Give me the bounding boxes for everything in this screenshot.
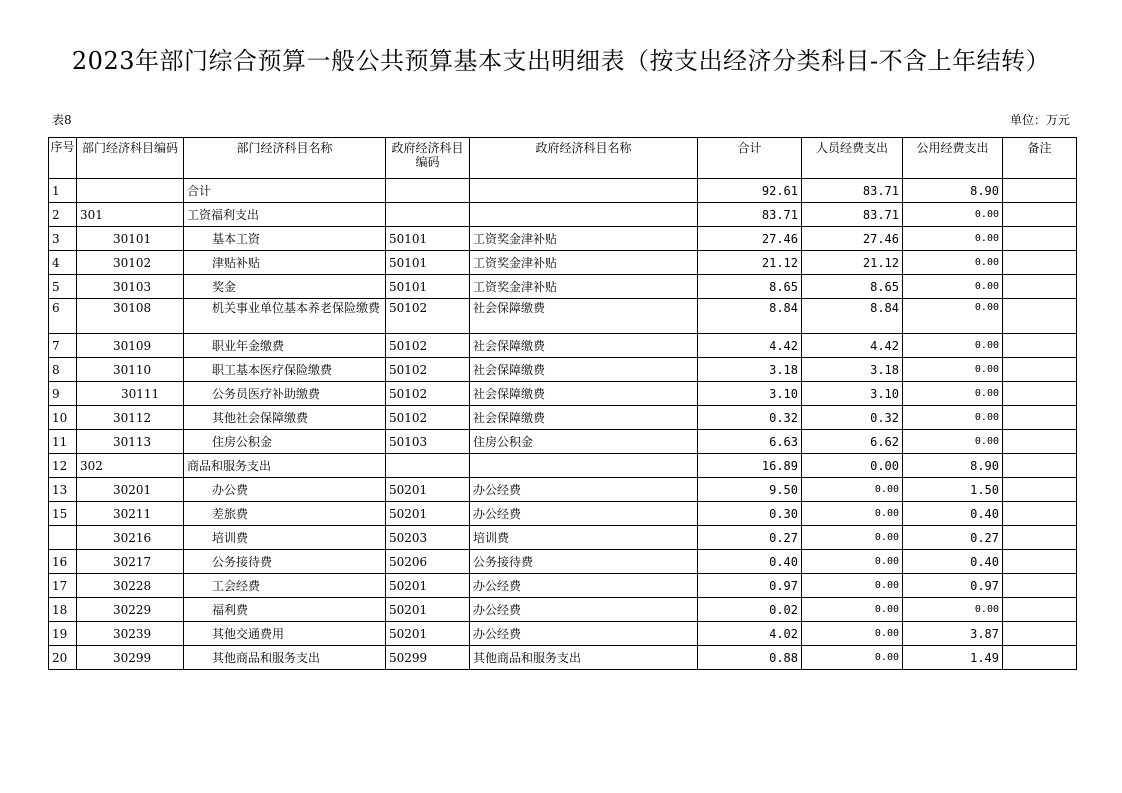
unit-label: 单位：万元 bbox=[1009, 113, 1070, 127]
cell-total: 16.89 bbox=[698, 454, 802, 478]
cell-dept-code: 30201 bbox=[77, 478, 184, 502]
cell-note bbox=[1003, 299, 1077, 334]
cell-gov-code: 50102 bbox=[386, 382, 470, 406]
cell-gov-code: 50101 bbox=[386, 251, 470, 275]
cell-public: 0.97 bbox=[903, 574, 1003, 598]
cell-personnel: 0.32 bbox=[802, 406, 903, 430]
cell-note bbox=[1003, 251, 1077, 275]
cell-gov-code bbox=[386, 454, 470, 478]
table-row bbox=[49, 646, 1077, 670]
cell-seq: 1 bbox=[49, 179, 77, 203]
cell-gov-code bbox=[386, 203, 470, 227]
cell-personnel: 0.00 bbox=[802, 478, 903, 502]
cell-gov-name bbox=[470, 454, 698, 478]
cell-dept-name: 津贴补贴 bbox=[184, 251, 386, 275]
cell-total: 92.61 bbox=[698, 179, 802, 203]
cell-gov-name: 工资奖金津补贴 bbox=[470, 227, 698, 251]
cell-dept-name: 差旅费 bbox=[184, 502, 386, 526]
table-row bbox=[49, 251, 1077, 275]
cell-note bbox=[1003, 203, 1077, 227]
table-row bbox=[49, 275, 1077, 299]
cell-note bbox=[1003, 622, 1077, 646]
cell-dept-code: 30108 bbox=[77, 299, 184, 334]
cell-gov-code bbox=[386, 179, 470, 203]
cell-personnel: 8.84 bbox=[802, 299, 903, 334]
cell-gov-code: 50201 bbox=[386, 574, 470, 598]
cell-gov-code: 50206 bbox=[386, 550, 470, 574]
cell-dept-code: 30112 bbox=[77, 406, 184, 430]
cell-total: 3.10 bbox=[698, 382, 802, 406]
cell-personnel: 0.00 bbox=[802, 574, 903, 598]
cell-dept-code bbox=[77, 179, 184, 203]
cell-gov-code: 50201 bbox=[386, 598, 470, 622]
cell-dept-code: 302 bbox=[77, 454, 184, 478]
cell-public: 1.50 bbox=[903, 478, 1003, 502]
cell-gov-name: 社会保障缴费 bbox=[470, 334, 698, 358]
cell-total: 6.63 bbox=[698, 430, 802, 454]
cell-dept-code: 30239 bbox=[77, 622, 184, 646]
cell-seq: 16 bbox=[49, 550, 77, 574]
cell-personnel: 3.18 bbox=[802, 358, 903, 382]
table-row bbox=[49, 203, 1077, 227]
cell-note bbox=[1003, 550, 1077, 574]
cell-gov-name: 办公经费 bbox=[470, 598, 698, 622]
cell-note bbox=[1003, 334, 1077, 358]
cell-dept-name: 其他交通费用 bbox=[184, 622, 386, 646]
header-seq: 序号 bbox=[49, 138, 77, 179]
cell-dept-code: 30211 bbox=[77, 502, 184, 526]
cell-note bbox=[1003, 179, 1077, 203]
cell-dept-name: 职业年金缴费 bbox=[184, 334, 386, 358]
cell-seq: 6 bbox=[49, 299, 77, 334]
cell-personnel: 0.00 bbox=[802, 454, 903, 478]
cell-gov-code: 50103 bbox=[386, 430, 470, 454]
cell-note bbox=[1003, 502, 1077, 526]
cell-public: 0.00 bbox=[903, 275, 1003, 299]
header-total: 合计 bbox=[698, 138, 802, 179]
cell-gov-name bbox=[470, 203, 698, 227]
cell-dept-code: 30229 bbox=[77, 598, 184, 622]
cell-dept-code: 30113 bbox=[77, 430, 184, 454]
cell-dept-code: 30109 bbox=[77, 334, 184, 358]
cell-total: 83.71 bbox=[698, 203, 802, 227]
cell-dept-name: 机关事业单位基本养老保险缴费 bbox=[184, 299, 386, 334]
cell-gov-code: 50299 bbox=[386, 646, 470, 670]
cell-dept-code: 30101 bbox=[77, 227, 184, 251]
table-row bbox=[49, 598, 1077, 622]
cell-public: 8.90 bbox=[903, 454, 1003, 478]
header-note: 备注 bbox=[1003, 138, 1077, 179]
cell-gov-name: 社会保障缴费 bbox=[470, 358, 698, 382]
cell-gov-code: 50102 bbox=[386, 406, 470, 430]
cell-seq: 4 bbox=[49, 251, 77, 275]
cell-gov-name bbox=[470, 179, 698, 203]
cell-dept-name: 办公费 bbox=[184, 478, 386, 502]
cell-note bbox=[1003, 227, 1077, 251]
table-row bbox=[49, 334, 1077, 358]
cell-gov-name: 社会保障缴费 bbox=[470, 406, 698, 430]
cell-seq: 12 bbox=[49, 454, 77, 478]
table-body bbox=[49, 179, 1077, 670]
cell-gov-name: 办公经费 bbox=[470, 574, 698, 598]
cell-dept-name: 其他社会保障缴费 bbox=[184, 406, 386, 430]
table-row bbox=[49, 478, 1077, 502]
cell-personnel: 6.62 bbox=[802, 430, 903, 454]
cell-personnel: 21.12 bbox=[802, 251, 903, 275]
cell-personnel: 27.46 bbox=[802, 227, 903, 251]
cell-public: 0.00 bbox=[903, 430, 1003, 454]
cell-seq: 13 bbox=[49, 478, 77, 502]
cell-gov-name: 工资奖金津补贴 bbox=[470, 275, 698, 299]
cell-public: 0.00 bbox=[903, 382, 1003, 406]
cell-gov-name: 工资奖金津补贴 bbox=[470, 251, 698, 275]
cell-personnel: 8.65 bbox=[802, 275, 903, 299]
cell-public: 0.40 bbox=[903, 550, 1003, 574]
cell-note bbox=[1003, 406, 1077, 430]
header-gov-name: 政府经济科目名称 bbox=[470, 138, 698, 179]
table-row bbox=[49, 406, 1077, 430]
cell-personnel: 0.00 bbox=[802, 598, 903, 622]
cell-public: 0.27 bbox=[903, 526, 1003, 550]
header-dept-name: 部门经济科目名称 bbox=[184, 138, 386, 179]
cell-gov-name: 办公经费 bbox=[470, 622, 698, 646]
page-title: 2023年部门综合预算一般公共预算基本支出明细表（按支出经济分类科目-不含上年结转） bbox=[71, 47, 1051, 75]
cell-public: 0.00 bbox=[903, 299, 1003, 334]
cell-note bbox=[1003, 358, 1077, 382]
cell-total: 0.27 bbox=[698, 526, 802, 550]
cell-dept-name: 工会经费 bbox=[184, 574, 386, 598]
cell-dept-name: 其他商品和服务支出 bbox=[184, 646, 386, 670]
cell-public: 0.00 bbox=[903, 334, 1003, 358]
cell-personnel: 3.10 bbox=[802, 382, 903, 406]
cell-dept-name: 商品和服务支出 bbox=[184, 454, 386, 478]
cell-seq: 2 bbox=[49, 203, 77, 227]
cell-dept-code: 30217 bbox=[77, 550, 184, 574]
table-row bbox=[49, 358, 1077, 382]
cell-note bbox=[1003, 526, 1077, 550]
cell-personnel: 0.00 bbox=[802, 526, 903, 550]
cell-seq: 15 bbox=[49, 502, 77, 526]
cell-personnel: 0.00 bbox=[802, 550, 903, 574]
cell-note bbox=[1003, 430, 1077, 454]
cell-public: 3.87 bbox=[903, 622, 1003, 646]
cell-gov-code: 50201 bbox=[386, 478, 470, 502]
cell-note bbox=[1003, 574, 1077, 598]
cell-dept-name: 公务员医疗补助缴费 bbox=[184, 382, 386, 406]
cell-gov-code: 50101 bbox=[386, 227, 470, 251]
cell-gov-name: 社会保障缴费 bbox=[470, 382, 698, 406]
table-row bbox=[49, 454, 1077, 478]
cell-note bbox=[1003, 275, 1077, 299]
cell-seq: 20 bbox=[49, 646, 77, 670]
table-number: 表8 bbox=[52, 113, 72, 127]
cell-dept-code: 30228 bbox=[77, 574, 184, 598]
table-row bbox=[49, 227, 1077, 251]
cell-seq: 17 bbox=[49, 574, 77, 598]
table-row bbox=[49, 179, 1077, 203]
table-header-row bbox=[49, 138, 1077, 179]
cell-dept-name: 工资福利支出 bbox=[184, 203, 386, 227]
table-row bbox=[49, 382, 1077, 406]
cell-gov-name: 培训费 bbox=[470, 526, 698, 550]
cell-dept-code: 30216 bbox=[77, 526, 184, 550]
cell-gov-code: 50102 bbox=[386, 334, 470, 358]
table-row bbox=[49, 430, 1077, 454]
cell-total: 27.46 bbox=[698, 227, 802, 251]
header-gov-code: 政府经济科目编码 bbox=[386, 138, 470, 179]
cell-seq: 9 bbox=[49, 382, 77, 406]
cell-seq: 19 bbox=[49, 622, 77, 646]
cell-dept-code: 30111 bbox=[77, 382, 184, 406]
cell-dept-name: 公务接待费 bbox=[184, 550, 386, 574]
cell-gov-name: 办公经费 bbox=[470, 478, 698, 502]
cell-public: 0.00 bbox=[903, 251, 1003, 275]
cell-dept-code: 301 bbox=[77, 203, 184, 227]
cell-personnel: 0.00 bbox=[802, 502, 903, 526]
cell-gov-name: 其他商品和服务支出 bbox=[470, 646, 698, 670]
cell-total: 0.40 bbox=[698, 550, 802, 574]
cell-personnel: 83.71 bbox=[802, 203, 903, 227]
cell-seq: 8 bbox=[49, 358, 77, 382]
cell-gov-code: 50101 bbox=[386, 275, 470, 299]
cell-personnel: 4.42 bbox=[802, 334, 903, 358]
cell-total: 0.02 bbox=[698, 598, 802, 622]
cell-gov-code: 50201 bbox=[386, 502, 470, 526]
cell-dept-code: 30110 bbox=[77, 358, 184, 382]
cell-gov-name: 社会保障缴费 bbox=[470, 299, 698, 334]
cell-public: 1.49 bbox=[903, 646, 1003, 670]
cell-seq: 3 bbox=[49, 227, 77, 251]
cell-dept-name: 住房公积金 bbox=[184, 430, 386, 454]
cell-total: 0.30 bbox=[698, 502, 802, 526]
header-personnel: 人员经费支出 bbox=[802, 138, 903, 179]
cell-total: 8.84 bbox=[698, 299, 802, 334]
cell-seq: 7 bbox=[49, 334, 77, 358]
cell-dept-code: 30102 bbox=[77, 251, 184, 275]
table-row bbox=[49, 526, 1077, 550]
cell-total: 9.50 bbox=[698, 478, 802, 502]
cell-gov-code: 50102 bbox=[386, 299, 470, 334]
cell-public: 0.00 bbox=[903, 227, 1003, 251]
cell-note bbox=[1003, 478, 1077, 502]
cell-seq: 18 bbox=[49, 598, 77, 622]
cell-total: 0.97 bbox=[698, 574, 802, 598]
cell-public: 0.00 bbox=[903, 406, 1003, 430]
table-row bbox=[49, 502, 1077, 526]
cell-gov-code: 50201 bbox=[386, 622, 470, 646]
cell-personnel: 83.71 bbox=[802, 179, 903, 203]
cell-seq: 10 bbox=[49, 406, 77, 430]
cell-note bbox=[1003, 454, 1077, 478]
cell-gov-name: 住房公积金 bbox=[470, 430, 698, 454]
cell-note bbox=[1003, 382, 1077, 406]
cell-seq: 5 bbox=[49, 275, 77, 299]
budget-table bbox=[48, 137, 1077, 670]
table-row bbox=[49, 299, 1077, 334]
cell-note bbox=[1003, 646, 1077, 670]
cell-dept-name: 培训费 bbox=[184, 526, 386, 550]
cell-public: 0.00 bbox=[903, 203, 1003, 227]
cell-total: 3.18 bbox=[698, 358, 802, 382]
cell-gov-code: 50203 bbox=[386, 526, 470, 550]
table-row bbox=[49, 550, 1077, 574]
table-row bbox=[49, 574, 1077, 598]
cell-personnel: 0.00 bbox=[802, 646, 903, 670]
cell-seq: 11 bbox=[49, 430, 77, 454]
cell-gov-code: 50102 bbox=[386, 358, 470, 382]
header-dept-code: 部门经济科目编码 bbox=[77, 138, 184, 179]
cell-dept-name: 职工基本医疗保险缴费 bbox=[184, 358, 386, 382]
cell-seq bbox=[49, 526, 77, 550]
cell-dept-name: 合计 bbox=[184, 179, 386, 203]
cell-gov-name: 办公经费 bbox=[470, 502, 698, 526]
cell-dept-name: 福利费 bbox=[184, 598, 386, 622]
cell-total: 8.65 bbox=[698, 275, 802, 299]
cell-public: 0.40 bbox=[903, 502, 1003, 526]
cell-total: 4.02 bbox=[698, 622, 802, 646]
header-public: 公用经费支出 bbox=[903, 138, 1003, 179]
cell-total: 0.88 bbox=[698, 646, 802, 670]
cell-dept-code: 30299 bbox=[77, 646, 184, 670]
cell-dept-name: 基本工资 bbox=[184, 227, 386, 251]
table-row bbox=[49, 622, 1077, 646]
cell-gov-name: 公务接待费 bbox=[470, 550, 698, 574]
cell-public: 0.00 bbox=[903, 358, 1003, 382]
cell-dept-code: 30103 bbox=[77, 275, 184, 299]
cell-total: 0.32 bbox=[698, 406, 802, 430]
cell-total: 21.12 bbox=[698, 251, 802, 275]
cell-total: 4.42 bbox=[698, 334, 802, 358]
cell-public: 0.00 bbox=[903, 598, 1003, 622]
cell-note bbox=[1003, 598, 1077, 622]
cell-public: 8.90 bbox=[903, 179, 1003, 203]
cell-personnel: 0.00 bbox=[802, 622, 903, 646]
cell-dept-name: 奖金 bbox=[184, 275, 386, 299]
